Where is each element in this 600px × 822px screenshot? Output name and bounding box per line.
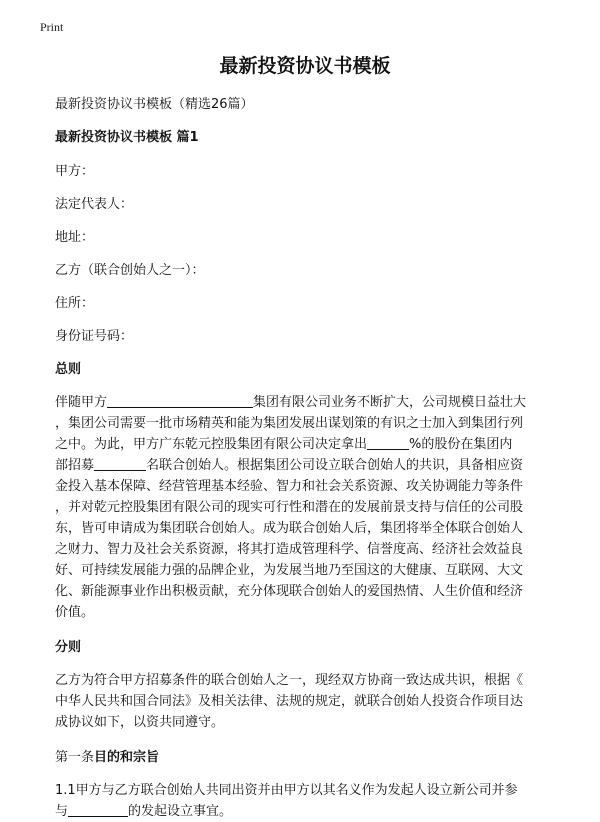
general-line-6: ，并对乾元控股集团有限公司的现实可行性和潜在的发展前景支持与信任的公司股 — [55, 500, 524, 515]
general-line-3-start: 之中。为此，甲方广东乾元控股集团有限公司决定拿出 — [55, 437, 368, 452]
general-line-9: 好、可持续发展能力强的品牌企业，为发展当地乃至国这的大健康、互联网、大文 — [55, 563, 524, 578]
general-line-11: 价值。 — [55, 605, 95, 620]
divisions-line-2: 中华人民共和国合同法》及相关法律、法规的规定，就联合创始人投资合作项目达 — [55, 694, 524, 709]
general-line-3-end: %的股份在集团内 — [409, 437, 513, 452]
general-paragraph — [55, 392, 555, 623]
general-line-1 — [55, 392, 555, 413]
general-line-1-start: 伴随甲方 — [55, 395, 108, 410]
field-party-a: 甲方： — [55, 164, 95, 179]
article-1-prefix: 第一条 — [55, 750, 95, 765]
article-1-heading — [55, 747, 555, 768]
field-id-number: 身份证号码： — [55, 329, 134, 344]
field-party-b: 乙方（联合创始人之一）： — [55, 263, 205, 278]
general-line-4 — [55, 455, 555, 476]
document-page — [55, 48, 555, 822]
article-1-line-1: 1.1甲方与乙方联合创始人共同出资并由甲方以其名义作为发起人设立新公司并参 — [55, 783, 518, 798]
part-heading: 最新投资协议书模板 篇1 — [55, 130, 199, 145]
article-1-title: 目的和宗旨 — [94, 750, 160, 765]
divisions-line-3: 成协议如下，以资共同遵守。 — [55, 715, 225, 730]
blank-founder-count — [94, 457, 146, 471]
article-1-line-2-end: 的发起设立事宜。 — [128, 804, 233, 819]
general-line-5: 金投入基本保障、经营管理基本经验、智力和社会关系资源、攻关协调能力等条件 — [55, 479, 524, 494]
blank-new-company — [68, 803, 128, 817]
blank-share-percent — [367, 436, 409, 450]
article-1-line-2 — [55, 801, 555, 822]
general-line-4-start: 部招募 — [55, 458, 95, 473]
divisions-paragraph — [55, 670, 555, 733]
field-residence: 住所： — [55, 296, 95, 311]
general-line-4-end: 名联合创始人。根据集团公司设立联合创始人的共识，具备相应资 — [146, 458, 524, 473]
document-subtitle: 最新投资协议书模板（精选26篇） — [55, 97, 254, 112]
general-line-10: 化、新能源事业作出积极贡献，充分体现联合创始人的爱国热情、人生价值和经济 — [55, 584, 524, 599]
field-address: 地址： — [55, 230, 95, 245]
general-heading: 总则 — [55, 362, 82, 377]
general-line-1-end: 集团有限公司业务不断扩大，公司规模日益壮大 — [253, 395, 527, 410]
divisions-line-1: 乙方为符合甲方招募条件的联合创始人之一，现经双方协商一致达成共识，根据《 — [55, 673, 524, 688]
article-1-paragraph — [55, 780, 555, 822]
document-title: 最新投资协议书模板 — [219, 55, 391, 77]
general-line-8: 之财力、智力及社会关系资源，将其打造成管理科学、信誉度高、经济社会效益良 — [55, 542, 524, 557]
general-line-7: 东，皆可申请成为集团联合创始人。成为联合创始人后，集团将举全体联合创始人 — [55, 521, 524, 536]
general-line-2: ，集团公司需要一批市场精英和能为集团发展出谋划策的有识之士加入到集团行列 — [55, 416, 524, 431]
divisions-heading: 分则 — [55, 640, 82, 655]
article-1-line-2-start: 与 — [55, 804, 69, 819]
print-link[interactable]: Print — [40, 20, 64, 34]
field-legal-rep: 法定代表人： — [55, 197, 134, 212]
general-line-3 — [55, 434, 555, 455]
blank-company-name — [107, 394, 253, 408]
